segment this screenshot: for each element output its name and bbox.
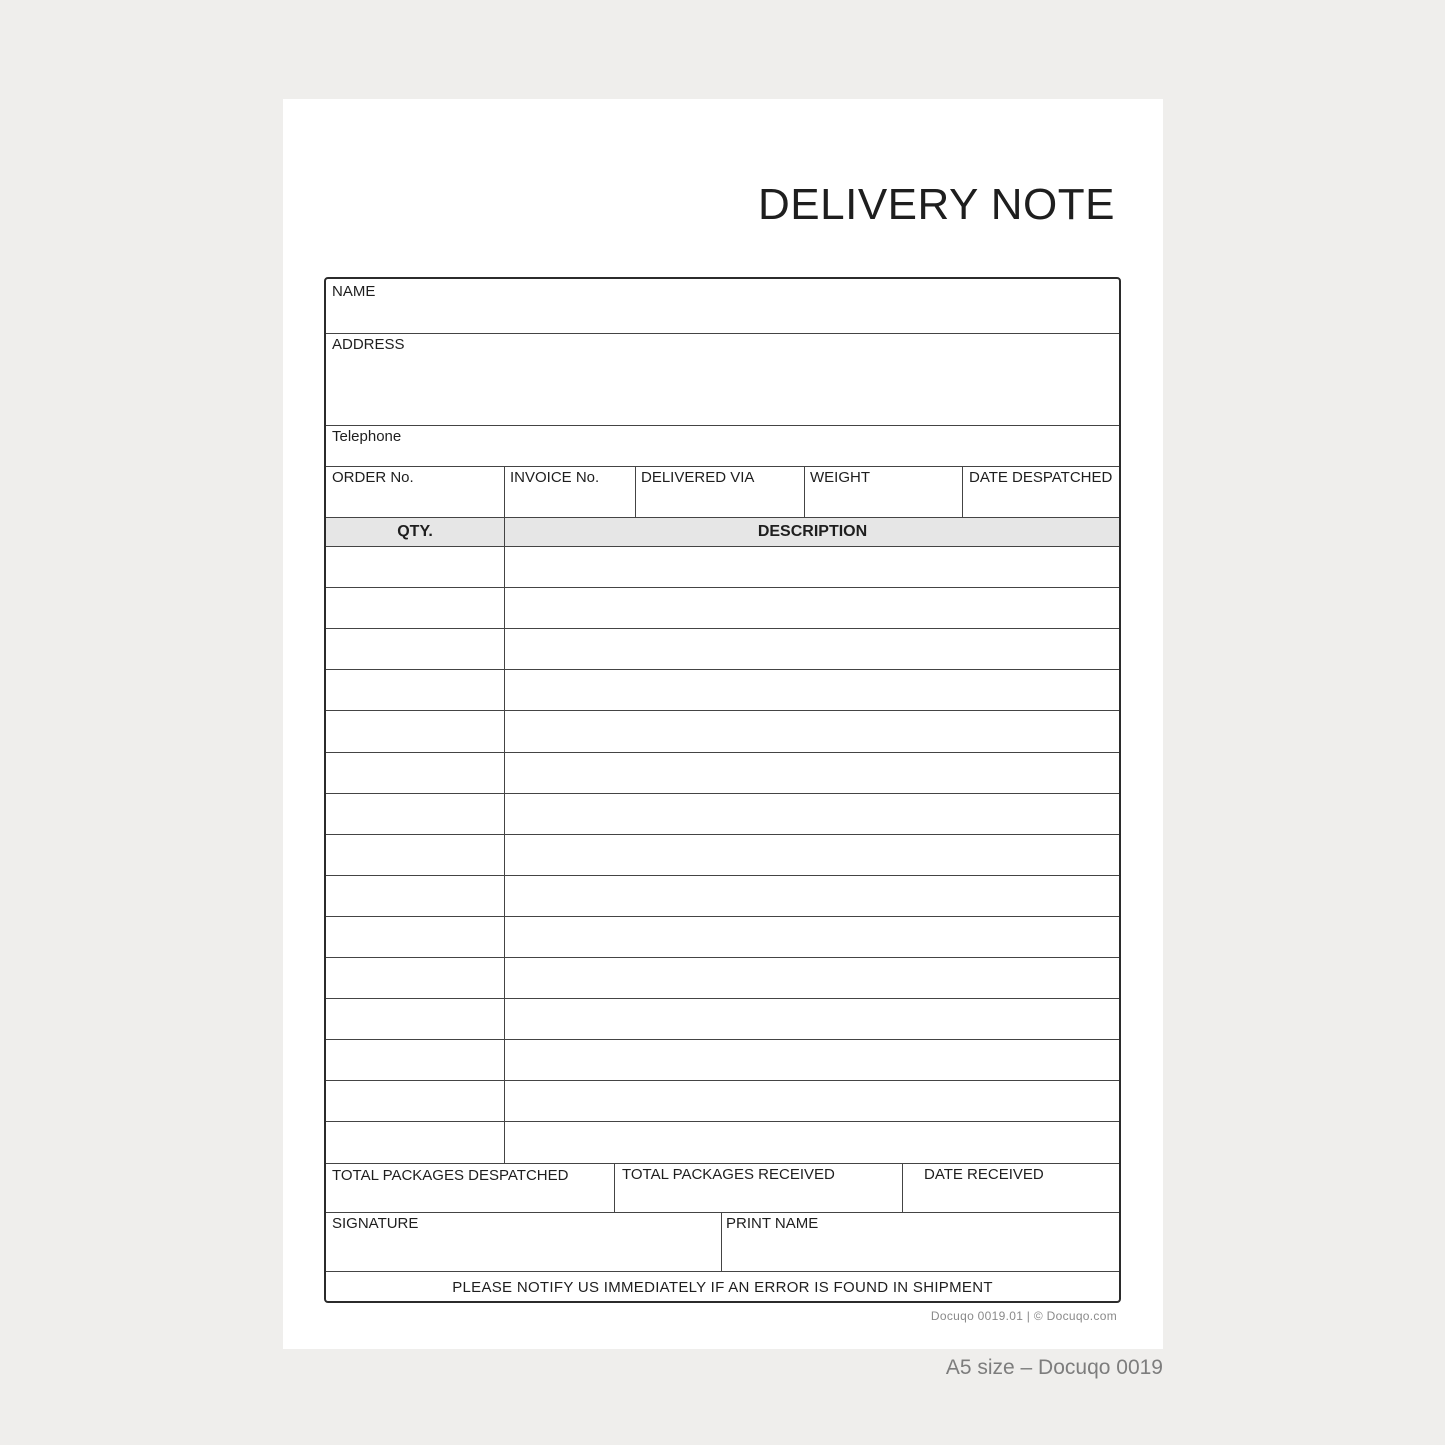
table-row xyxy=(326,1121,1119,1162)
divider xyxy=(326,1271,1119,1272)
table-row xyxy=(326,752,1119,793)
qty-column-header: QTY. xyxy=(397,523,433,540)
signature-label: SIGNATURE xyxy=(332,1215,419,1232)
divider xyxy=(804,466,805,518)
table-row xyxy=(326,1080,1119,1121)
table-row xyxy=(326,998,1119,1039)
table-row xyxy=(326,834,1119,875)
divider xyxy=(504,466,505,518)
size-caption: A5 size – Docuqo 0019 xyxy=(945,1356,1163,1379)
divider xyxy=(614,1163,615,1213)
date-despatched-label: DATE DESPATCHED xyxy=(969,469,1113,486)
table-row xyxy=(326,628,1119,669)
table-row xyxy=(326,1039,1119,1080)
description-column-header: DESCRIPTION xyxy=(757,523,868,540)
delivery-note-form xyxy=(324,277,1121,1303)
name-label: NAME xyxy=(332,283,376,300)
table-row xyxy=(326,710,1119,751)
table-row xyxy=(326,669,1119,710)
date-received-label: DATE RECEIVED xyxy=(924,1166,1044,1183)
table-row xyxy=(326,546,1119,587)
print-name-label: PRINT NAME xyxy=(726,1215,819,1232)
page-title: DELIVERY NOTE xyxy=(758,180,1115,229)
telephone-label: Telephone xyxy=(332,428,402,445)
total-packages-received-label: TOTAL PACKAGES RECEIVED xyxy=(622,1166,835,1183)
invoice-no-label: INVOICE No. xyxy=(510,469,600,486)
shipment-error-notice: PLEASE NOTIFY US IMMEDIATELY IF AN ERROR IS FOUND IN SHIPMENT xyxy=(452,1279,993,1296)
total-packages-despatched-label: TOTAL PACKAGES DESPATCHED xyxy=(332,1167,569,1184)
divider xyxy=(635,466,636,518)
divider xyxy=(326,425,1119,426)
order-no-label: ORDER No. xyxy=(332,469,414,486)
table-row xyxy=(326,793,1119,834)
divider xyxy=(902,1163,903,1213)
divider xyxy=(326,1163,1119,1164)
divider xyxy=(326,333,1119,334)
table-row xyxy=(326,916,1119,957)
divider xyxy=(721,1212,722,1271)
table-row xyxy=(326,875,1119,916)
divider xyxy=(962,466,963,518)
address-label: ADDRESS xyxy=(332,336,405,353)
table-row xyxy=(326,587,1119,628)
divider xyxy=(504,518,505,1163)
table-row xyxy=(326,957,1119,998)
document-code: Docuqo 0019.01 | © Docuqo.com xyxy=(930,1309,1117,1323)
delivered-via-label: DELIVERED VIA xyxy=(641,469,755,486)
divider xyxy=(326,1212,1119,1213)
divider xyxy=(326,466,1119,467)
weight-label: WEIGHT xyxy=(810,469,870,486)
